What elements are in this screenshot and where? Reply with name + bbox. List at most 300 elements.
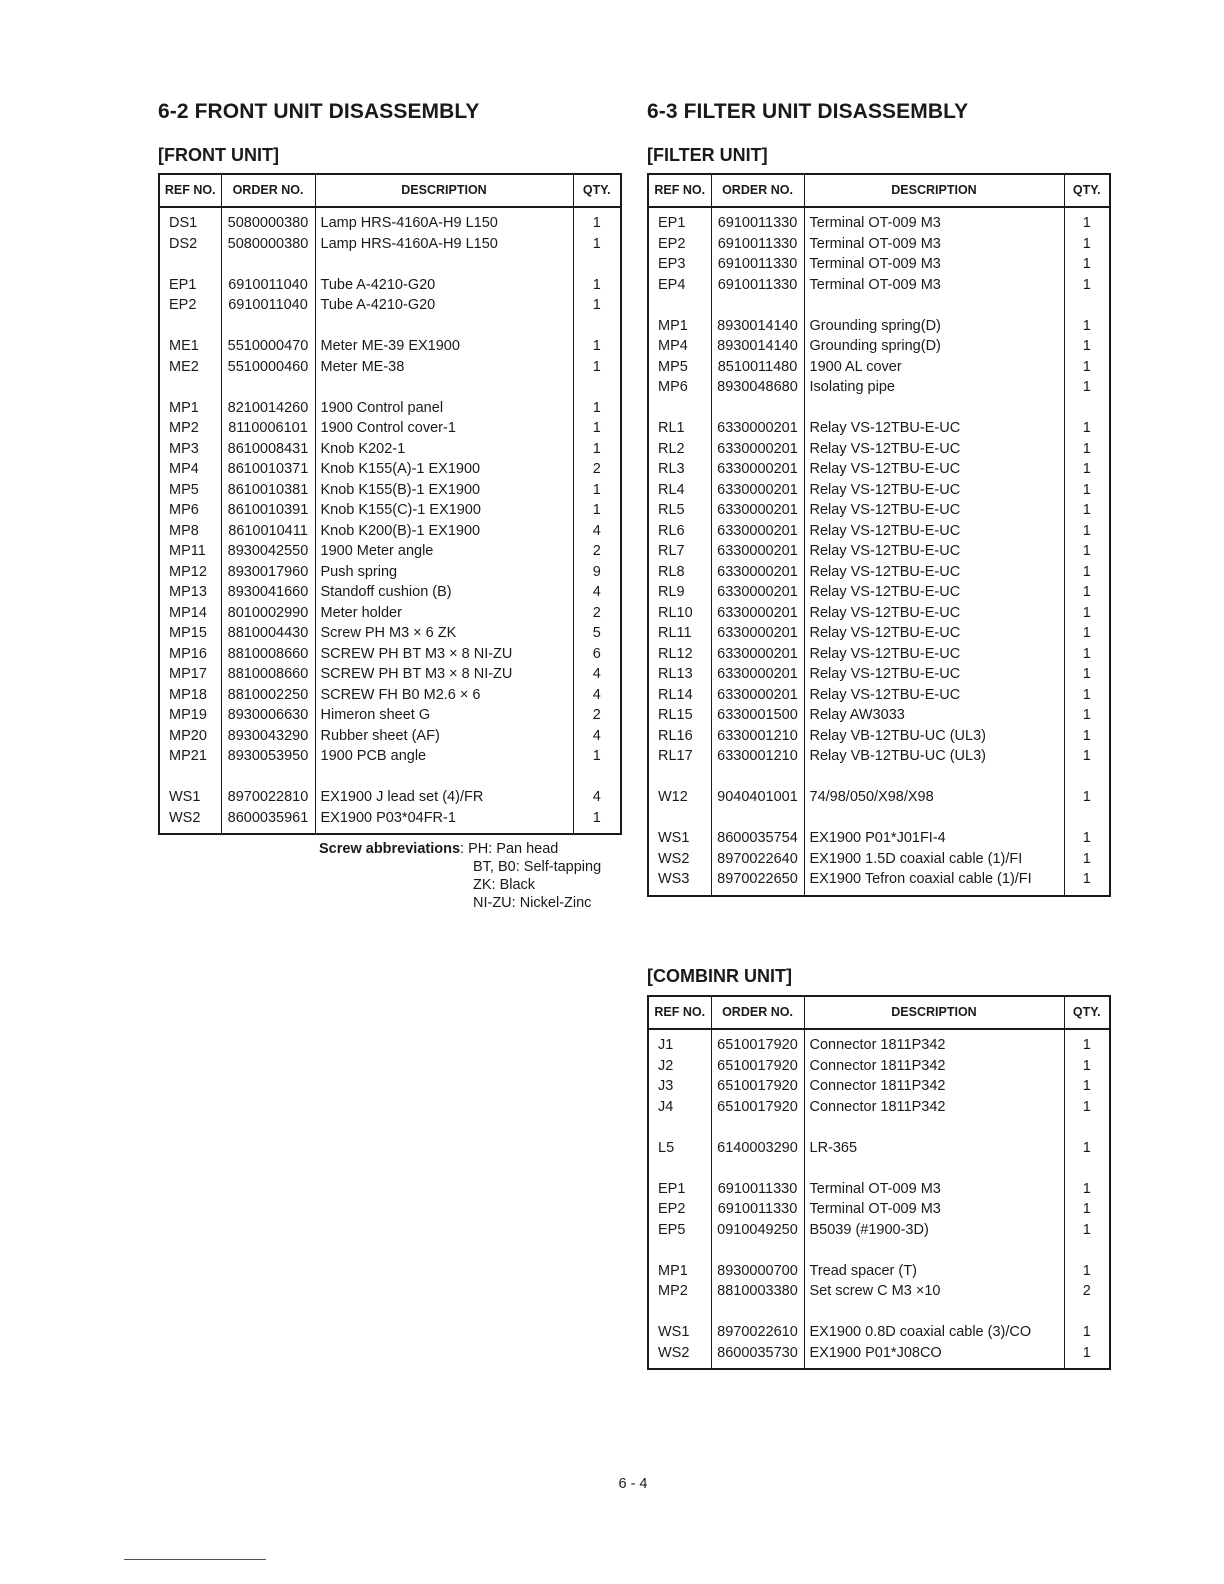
ref-no-cell: EP4 [648,275,711,296]
table-row [648,644,1110,665]
order-no-cell: 6330000201 [711,562,804,583]
description-cell: Connector 1811P342 [804,1035,1064,1056]
order-no-cell: 6330000201 [711,603,804,624]
qty-cell: 1 [573,500,621,521]
ref-no-cell: EP5 [648,1220,711,1241]
qty-cell: 1 [1064,541,1110,562]
order-no-cell: 6330001500 [711,705,804,726]
qty-cell: 1 [1064,336,1110,357]
ref-no-cell [648,398,711,419]
spacer-cell [159,828,221,834]
page-number: 6 - 4 [618,1476,648,1492]
table-row [159,336,621,357]
filter-section-heading: 6-3 FILTER UNIT DISASSEMBLY [647,100,969,123]
ref-no-cell: MP16 [159,644,221,665]
ref-no-cell: J1 [648,1035,711,1056]
table-row [648,213,1110,234]
ref-no-cell: J3 [648,1076,711,1097]
table-row [648,1302,1110,1323]
ref-no-cell: DS2 [159,234,221,255]
description-cell [315,377,573,398]
qty-cell: 1 [573,295,621,316]
description-cell: Relay VS-12TBU-E-UC [804,664,1064,685]
description-cell: Terminal OT-009 M3 [804,1199,1064,1220]
table-row [159,541,621,562]
qty-cell: 1 [1064,1199,1110,1220]
qty-cell [573,767,621,788]
description-cell: Himeron sheet G [315,705,573,726]
ref-no-cell: MP17 [159,664,221,685]
description-cell: Relay AW3033 [804,705,1064,726]
order-no-cell: 8810008660 [221,644,315,665]
order-no-cell: 6330000201 [711,459,804,480]
qty-cell: 1 [1064,1343,1110,1364]
order-no-cell: 8930041660 [221,582,315,603]
qty-cell: 1 [1064,1261,1110,1282]
qty-cell: 1 [1064,664,1110,685]
table-row [159,521,621,542]
qty-cell: 4 [573,582,621,603]
qty-cell: 1 [1064,849,1110,870]
order-no-cell: 8930042550 [221,541,315,562]
order-no-cell [221,254,315,275]
ref-no-cell: J2 [648,1056,711,1077]
qty-cell: 1 [1064,685,1110,706]
table-row [648,1138,1110,1159]
ref-no-cell: MP11 [159,541,221,562]
table-row [648,1035,1110,1056]
table-row [159,398,621,419]
ref-no-cell: RL16 [648,726,711,747]
ref-no-cell: WS2 [159,808,221,829]
description-cell: Terminal OT-009 M3 [804,234,1064,255]
table-row [648,705,1110,726]
ref-no-cell: RL15 [648,705,711,726]
table-row [159,726,621,747]
order-no-cell: 6330000201 [711,582,804,603]
ref-no-cell: RL2 [648,439,711,460]
description-cell [804,398,1064,419]
table-row [648,726,1110,747]
table-row [159,664,621,685]
qty-cell: 1 [1064,213,1110,234]
description-cell: Knob K155(A)-1 EX1900 [315,459,573,480]
description-cell: Relay VS-12TBU-E-UC [804,480,1064,501]
ref-no-cell [648,1158,711,1179]
ref-no-cell: J4 [648,1097,711,1118]
screw-abbreviations-label: Screw abbreviations [319,841,461,857]
abbrev-pan-head: : PH: Pan head [460,841,559,857]
ref-no-cell [159,316,221,337]
table-row [648,377,1110,398]
order-no-cell: 8970022810 [221,787,315,808]
order-no-cell: 8970022650 [711,869,804,890]
description-cell: Meter ME-39 EX1900 [315,336,573,357]
order-no-cell: 0910049250 [711,1220,804,1241]
description-cell: B5039 (#1900-3D) [804,1220,1064,1241]
description-cell: Tread spacer (T) [804,1261,1064,1282]
description-cell: Isolating pipe [804,377,1064,398]
combiner-unit-title: [COMBINR UNIT] [647,966,792,986]
ref-no-cell: W12 [648,787,711,808]
spacer-cell [804,1363,1064,1369]
qty-cell: 1 [1064,357,1110,378]
front-section-heading: 6-2 FRONT UNIT DISASSEMBLY [158,100,480,123]
qty-cell: 1 [1064,787,1110,808]
description-cell: Rubber sheet (AF) [315,726,573,747]
order-no-cell: 6330000201 [711,623,804,644]
table-row [648,1343,1110,1364]
ref-no-header: REF NO. [159,174,221,207]
order-no-cell: 8970022640 [711,849,804,870]
ref-no-cell: MP20 [159,726,221,747]
order-no-cell: 9040401001 [711,787,804,808]
description-cell: Screw PH M3 × 6 ZK [315,623,573,644]
ref-no-cell: EP1 [648,213,711,234]
description-cell: Terminal OT-009 M3 [804,1179,1064,1200]
description-cell: 1900 PCB angle [315,746,573,767]
ref-no-cell: RL6 [648,521,711,542]
footer-rule [124,1559,266,1560]
order-no-cell: 8930000700 [711,1261,804,1282]
table-row [159,275,621,296]
qty-cell: 1 [1064,234,1110,255]
order-no-cell: 8930053950 [221,746,315,767]
qty-cell: 2 [573,459,621,480]
ref-no-cell: RL7 [648,541,711,562]
table-row [648,459,1110,480]
description-cell: Relay VB-12TBU-UC (UL3) [804,726,1064,747]
table-row [159,603,621,624]
ref-no-cell: MP6 [648,377,711,398]
qty-cell: 1 [1064,500,1110,521]
order-no-cell: 6330000201 [711,418,804,439]
description-cell: EX1900 J lead set (4)/FR [315,787,573,808]
description-cell [804,1302,1064,1323]
table-row [648,1199,1110,1220]
qty-cell [573,254,621,275]
table-row [648,418,1110,439]
ref-no-cell: WS1 [648,1322,711,1343]
description-cell: Lamp HRS-4160A-H9 L150 [315,213,573,234]
order-no-cell: 6330000201 [711,500,804,521]
ref-no-cell: MP19 [159,705,221,726]
description-cell: SCREW PH BT M3 × 8 NI-ZU [315,664,573,685]
qty-cell: 1 [1064,603,1110,624]
ref-no-cell [648,1302,711,1323]
qty-header: QTY. [573,174,621,207]
screw-abbreviations-note [319,840,601,912]
order-no-cell [711,398,804,419]
order-no-cell: 8010002990 [221,603,315,624]
order-no-cell: 6330000201 [711,644,804,665]
ref-no-cell [159,254,221,275]
qty-cell: 1 [573,275,621,296]
table-row [648,254,1110,275]
qty-cell: 1 [1064,1035,1110,1056]
ref-no-cell: MP6 [159,500,221,521]
qty-cell: 1 [1064,1138,1110,1159]
spacer-cell [1064,890,1110,896]
qty-cell: 2 [1064,1281,1110,1302]
table-row [648,1056,1110,1077]
ref-no-cell: EP2 [648,234,711,255]
table-row [159,234,621,255]
ref-no-cell: EP2 [159,295,221,316]
ref-no-cell: EP3 [648,254,711,275]
ref-no-cell: MP5 [648,357,711,378]
ref-no-cell: RL4 [648,480,711,501]
qty-cell: 1 [1064,275,1110,296]
table-row [648,664,1110,685]
abbrev-black: ZK: Black [473,877,536,893]
description-header: DESCRIPTION [804,174,1064,207]
ref-no-cell: MP2 [648,1281,711,1302]
table-row [648,521,1110,542]
spacer-cell [315,828,573,834]
order-no-cell: 6910011330 [711,1179,804,1200]
qty-cell: 6 [573,644,621,665]
table-row [648,1076,1110,1097]
description-header: DESCRIPTION [315,174,573,207]
description-cell: Relay VS-12TBU-E-UC [804,439,1064,460]
order-no-cell: 8610010391 [221,500,315,521]
ref-no-cell: RL13 [648,664,711,685]
order-no-cell: 5080000380 [221,234,315,255]
description-cell: EX1900 1.5D coaxial cable (1)/FI [804,849,1064,870]
order-no-cell: 5510000460 [221,357,315,378]
qty-cell [1064,767,1110,788]
description-cell [804,808,1064,829]
order-no-cell: 8930014140 [711,316,804,337]
description-cell: 1900 Meter angle [315,541,573,562]
qty-cell: 1 [1064,644,1110,665]
ref-no-cell: RL5 [648,500,711,521]
table-row [159,685,621,706]
description-cell: Relay VS-12TBU-E-UC [804,418,1064,439]
description-header: DESCRIPTION [804,996,1064,1029]
ref-no-cell: EP1 [648,1179,711,1200]
description-cell: Meter ME-38 [315,357,573,378]
order-no-header: ORDER NO. [711,996,804,1029]
table-row [159,808,621,829]
order-no-cell: 8600035730 [711,1343,804,1364]
table-row [648,295,1110,316]
ref-no-cell: RL17 [648,746,711,767]
qty-cell: 5 [573,623,621,644]
order-no-cell [711,295,804,316]
description-cell: EX1900 P01*J01FI-4 [804,828,1064,849]
order-no-cell: 8510011480 [711,357,804,378]
qty-cell: 1 [1064,1220,1110,1241]
table-row [159,705,621,726]
table-row [159,439,621,460]
qty-cell [1064,1240,1110,1261]
qty-cell: 1 [1064,1322,1110,1343]
description-cell: Connector 1811P342 [804,1097,1064,1118]
qty-cell: 1 [573,480,621,501]
table-row [648,1097,1110,1118]
order-no-cell [221,316,315,337]
ref-no-cell: RL8 [648,562,711,583]
table-row [648,562,1110,583]
table-row [159,644,621,665]
order-no-cell: 6510017920 [711,1035,804,1056]
table-row [648,398,1110,419]
ref-no-cell: EP2 [648,1199,711,1220]
qty-cell: 1 [573,234,621,255]
table-row [648,480,1110,501]
ref-no-cell [159,767,221,788]
description-cell: 74/98/050/X98/X98 [804,787,1064,808]
ref-no-cell: MP2 [159,418,221,439]
description-cell: Tube A-4210-G20 [315,275,573,296]
order-no-cell: 6510017920 [711,1097,804,1118]
order-no-cell [711,1302,804,1323]
table-header-row [648,996,1110,1029]
spacer-cell [804,890,1064,896]
table-row [648,1220,1110,1241]
table-row [648,1117,1110,1138]
order-no-cell [221,767,315,788]
order-no-cell: 8930014140 [711,336,804,357]
order-no-cell: 8810008660 [221,664,315,685]
table-row [648,603,1110,624]
ref-no-cell [648,1117,711,1138]
table-row [648,316,1110,337]
description-cell: Tube A-4210-G20 [315,295,573,316]
abbrev-nickel-zinc: NI-ZU: Nickel-Zinc [473,895,592,911]
abbrev-self-tapping: BT, B0: Self-tapping [473,859,602,875]
table-row [159,377,621,398]
qty-header: QTY. [1064,996,1110,1029]
description-cell: Relay VS-12TBU-E-UC [804,521,1064,542]
order-no-cell: 8110006101 [221,418,315,439]
ref-no-cell: RL11 [648,623,711,644]
ref-no-cell: WS3 [648,869,711,890]
table-row [648,1261,1110,1282]
qty-cell: 1 [573,213,621,234]
spacer-cell [711,1363,804,1369]
description-cell: Relay VS-12TBU-E-UC [804,623,1064,644]
table-row [159,746,621,767]
qty-cell [1064,398,1110,419]
order-no-cell: 6910011330 [711,1199,804,1220]
spacer-cell [573,828,621,834]
qty-cell: 1 [1064,562,1110,583]
ref-no-cell: MP1 [648,1261,711,1282]
description-cell: 1900 Control cover-1 [315,418,573,439]
qty-cell: 4 [573,685,621,706]
ref-no-cell: WS2 [648,1343,711,1364]
order-no-cell: 8810003380 [711,1281,804,1302]
spacer-cell [1064,1363,1110,1369]
table-row [648,357,1110,378]
spacer-cell [711,890,804,896]
ref-no-cell: L5 [648,1138,711,1159]
order-no-cell: 6330000201 [711,480,804,501]
qty-cell: 1 [573,808,621,829]
table-row [648,623,1110,644]
filter-unit-parts-table [647,173,1111,897]
table-row [159,582,621,603]
ref-no-cell: MP18 [159,685,221,706]
description-cell: Grounding spring(D) [804,336,1064,357]
qty-cell: 1 [1064,377,1110,398]
ref-no-cell [159,377,221,398]
description-cell: SCREW FH B0 M2.6 × 6 [315,685,573,706]
description-cell: Relay VS-12TBU-E-UC [804,459,1064,480]
table-header-row [648,174,1110,207]
ref-no-cell: MP5 [159,480,221,501]
table-row [648,582,1110,603]
order-no-header: ORDER NO. [711,174,804,207]
order-no-cell: 8610010381 [221,480,315,501]
description-cell: Set screw C M3 ×10 [804,1281,1064,1302]
spacer-row [648,1363,1110,1369]
ref-no-cell: MP4 [159,459,221,480]
qty-cell [1064,1158,1110,1179]
ref-no-cell: MP13 [159,582,221,603]
description-cell: Knob K155(B)-1 EX1900 [315,480,573,501]
table-row [159,500,621,521]
order-no-cell: 6330000201 [711,521,804,542]
order-no-cell: 6330000201 [711,541,804,562]
ref-no-cell: RL14 [648,685,711,706]
qty-cell: 4 [573,664,621,685]
description-cell: Knob K202-1 [315,439,573,460]
description-cell [804,1117,1064,1138]
order-no-cell: 8610008431 [221,439,315,460]
order-no-cell: 6910011040 [221,275,315,296]
qty-cell: 9 [573,562,621,583]
ref-no-cell: MP3 [159,439,221,460]
order-no-cell: 6330001210 [711,746,804,767]
table-header-row [159,174,621,207]
description-cell: Connector 1811P342 [804,1056,1064,1077]
qty-cell [1064,1117,1110,1138]
qty-cell: 1 [1064,254,1110,275]
qty-cell: 1 [1064,1056,1110,1077]
table-row [648,1179,1110,1200]
description-cell: Terminal OT-009 M3 [804,275,1064,296]
description-cell: Lamp HRS-4160A-H9 L150 [315,234,573,255]
table-row [648,1281,1110,1302]
description-cell: Relay VS-12TBU-E-UC [804,582,1064,603]
qty-cell: 4 [573,787,621,808]
description-cell [804,1158,1064,1179]
qty-cell: 1 [1064,705,1110,726]
ref-no-cell: EP1 [159,275,221,296]
spacer-cell [221,828,315,834]
order-no-cell [221,377,315,398]
description-cell: EX1900 Tefron coaxial cable (1)/FI [804,869,1064,890]
qty-cell: 1 [1064,439,1110,460]
table-row [159,357,621,378]
description-cell: Terminal OT-009 M3 [804,254,1064,275]
description-cell [315,316,573,337]
table-row [159,213,621,234]
description-cell: Standoff cushion (B) [315,582,573,603]
description-cell: Relay VS-12TBU-E-UC [804,541,1064,562]
spacer-row [648,890,1110,896]
description-cell: Relay VS-12TBU-E-UC [804,562,1064,583]
table-row [159,767,621,788]
description-cell: Relay VS-12TBU-E-UC [804,685,1064,706]
spacer-row [159,828,621,834]
order-no-header: ORDER NO. [221,174,315,207]
description-cell: LR-365 [804,1138,1064,1159]
